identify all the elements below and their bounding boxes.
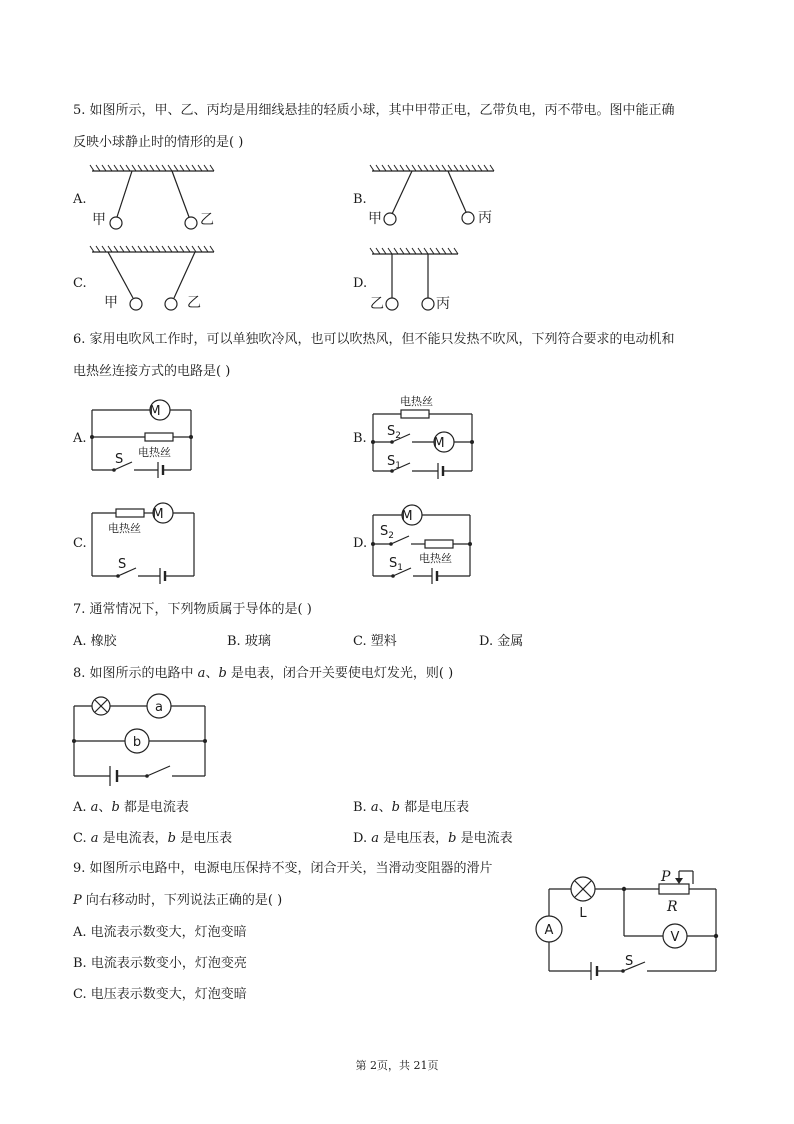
q5-a-left-ball-label: 甲 bbox=[92, 212, 106, 228]
q9-option-c: C. 电压表示数变大，灯泡变暗 bbox=[73, 987, 247, 1002]
q6-c-motor-label: M bbox=[152, 507, 164, 522]
q9-option-b: B. 电流表示数变小，灯泡变亮 bbox=[73, 956, 247, 971]
q6-c-heater-label: 电热丝 bbox=[108, 522, 141, 535]
q8-meter-a-label: a bbox=[155, 700, 163, 715]
q6-option-c-label: C. bbox=[73, 536, 87, 551]
q6-stem-line1: 6. 家用电吹风工作时，可以单独吹冷风，也可以吹热风，但不能只发热不吹风，下列符合要求的电动机和 bbox=[73, 332, 675, 347]
q5-d-right-ball-label: 丙 bbox=[436, 296, 450, 312]
q9-stem-line1: 9. 如图所示电路中，电源电压保持不变，闭合开关，当滑动变阻器的滑片 bbox=[73, 861, 493, 876]
q8-option-b: B. a、b 都是电压表 bbox=[353, 800, 470, 815]
q6-d-motor-label: M bbox=[401, 509, 413, 524]
page-footer: 第 2页，共 21页 bbox=[355, 1059, 439, 1072]
q6-stem-line2: 电热丝连接方式的电路是( ) bbox=[73, 364, 231, 379]
q5-stem-line2: 反映小球静止时的情形的是( ) bbox=[73, 135, 244, 150]
q5-option-b-label: B. bbox=[353, 192, 367, 207]
q9-ammeter-label: A bbox=[544, 923, 554, 938]
q9-resistor-label: R bbox=[667, 899, 678, 915]
q5-option-c-label: C. bbox=[73, 276, 87, 291]
q5-c-left-ball-label: 甲 bbox=[104, 295, 118, 311]
q6-a-heater-label: 电热丝 bbox=[138, 446, 171, 459]
q5-b-left-ball-label: 甲 bbox=[368, 211, 382, 227]
q9-voltmeter-label: V bbox=[670, 930, 680, 945]
q6-option-d-label: D. bbox=[353, 536, 368, 551]
q9-slider-label: P bbox=[661, 869, 671, 885]
q6-a-motor-label: M bbox=[149, 404, 161, 419]
q7-option-c: C. 塑料 bbox=[353, 634, 397, 649]
q9-switch-label: S bbox=[625, 954, 634, 969]
q6-d-switch1-label: $S_1$ bbox=[389, 556, 403, 573]
q5-stem-line1: 5. 如图所示，甲、乙、丙均是用细线悬挂的轻质小球，其中甲带正电，乙带负电，丙不带电。图中能正确 bbox=[73, 103, 675, 118]
q9-option-a: A. 电流表示数变大，灯泡变暗 bbox=[73, 925, 247, 940]
q8-meter-b-label: b bbox=[132, 735, 142, 750]
q7-option-d: D. 金属 bbox=[479, 634, 524, 649]
q8-stem: 8. 如图所示的电路中 a、b 是电表，闭合开关要使电灯发光，则( ) bbox=[73, 666, 454, 681]
q8-option-d: D. a 是电压表，b 是电流表 bbox=[353, 831, 513, 846]
q6-b-motor-label: M bbox=[433, 436, 445, 451]
q8-option-a: A. a、b 都是电流表 bbox=[73, 800, 189, 815]
q6-d-heater-label: 电热丝 bbox=[419, 552, 452, 565]
q7-stem: 7. 通常情况下，下列物质属于导体的是( ) bbox=[73, 602, 312, 617]
q6-a-switch-label: S bbox=[115, 452, 124, 467]
q7-option-a: A. 橡胶 bbox=[73, 634, 117, 649]
q6-b-switch1-label: $S_1$ bbox=[387, 454, 401, 471]
q6-b-switch2-label: $S_2$ bbox=[387, 424, 401, 441]
q5-d-left-ball-label: 乙 bbox=[370, 296, 384, 312]
q5-option-a-label: A. bbox=[73, 192, 87, 207]
q9-lamp-label: L bbox=[579, 906, 587, 921]
q6-option-a-label: A. bbox=[73, 431, 87, 446]
q9-stem-line2: P 向右移动时，下列说法正确的是( ) bbox=[73, 893, 283, 908]
q5-b-right-ball-label: 丙 bbox=[478, 210, 492, 226]
q6-d-switch2-label: $S_2$ bbox=[380, 524, 394, 541]
q5-c-right-ball-label: 乙 bbox=[187, 295, 201, 311]
q6-option-b-label: B. bbox=[353, 431, 367, 446]
q7-option-b: B. 玻璃 bbox=[227, 634, 271, 649]
q5-option-d-label: D. bbox=[353, 276, 368, 291]
q6-b-heater-label: 电热丝 bbox=[400, 395, 433, 408]
q8-option-c: C. a 是电流表，b 是电压表 bbox=[73, 831, 233, 846]
q6-c-switch-label: S bbox=[118, 557, 127, 572]
q5-a-right-ball-label: 乙 bbox=[200, 212, 214, 228]
